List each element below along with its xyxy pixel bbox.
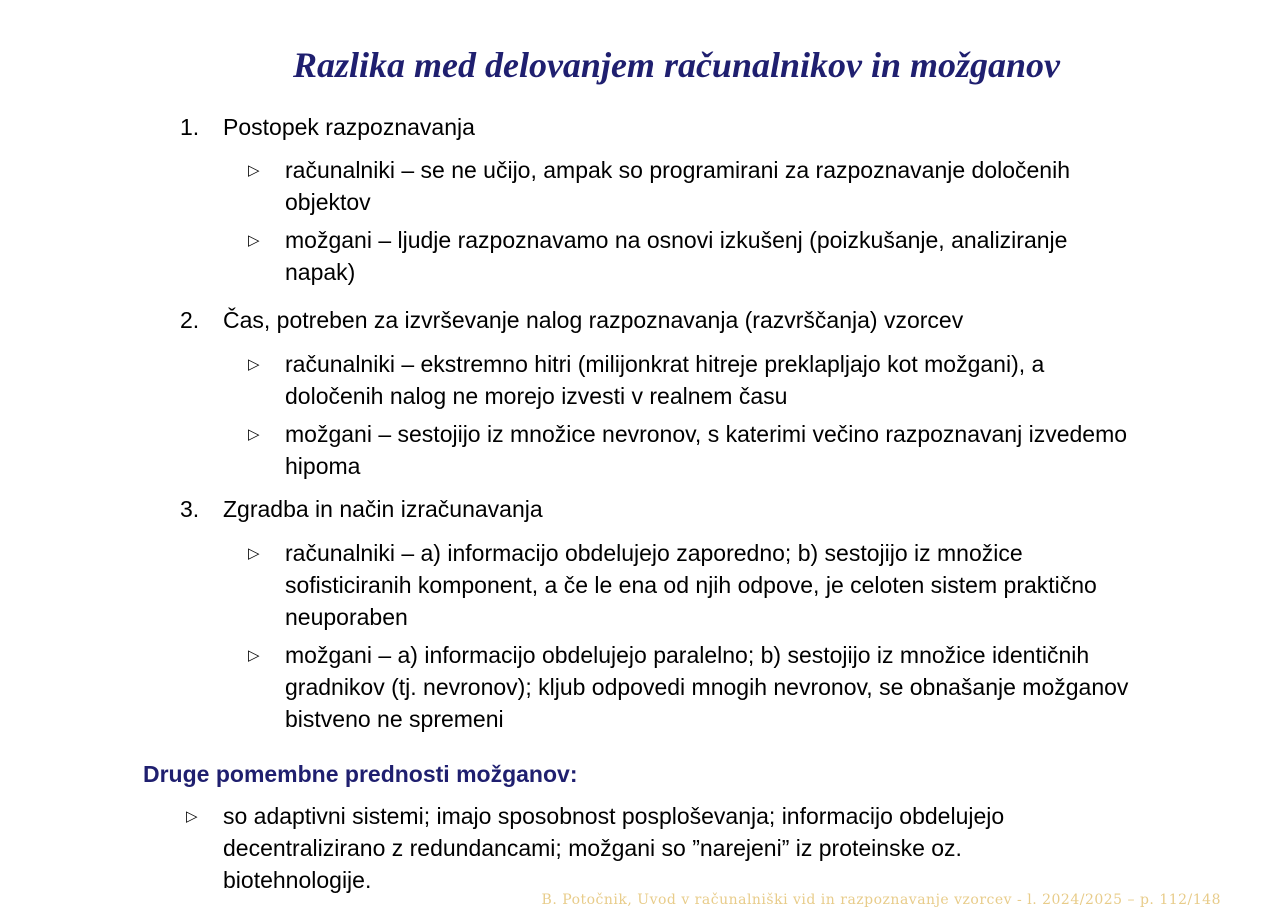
sub-bullet-text: možgani – ljudje razpoznavamo na osnovi izkušenj (poizkušanje, analiziranje napak)	[285, 227, 1068, 285]
section-heading: Druge pomembne prednosti možganov:	[143, 761, 578, 787]
item-heading: Zgradba in način izračunavanja	[223, 496, 543, 522]
item-number: 1.	[180, 114, 200, 140]
item-heading: Postopek razpoznavanja	[223, 114, 475, 140]
sub-bullet-text: računalniki – a) informacijo obdelujejo zaporedno; b) sestojijo iz množice sofisticiranih komponent, a če le ena od njih odpove, je celoten sistem praktično neuporaben	[285, 540, 1097, 630]
sub-bullet-text: računalniki – ekstremno hitri (milijonkrat hitreje preklapljajo kot možgani), a določenih nalog ne morejo izvesti v realnem času	[285, 351, 1045, 409]
slide-footer: B. Potočnik, Uvod v računalniški vid in razpoznavanje vzorcev - l. 2024/2025 – p. 112/148	[541, 892, 1221, 908]
item-number: 2.	[180, 307, 200, 333]
triangle-bullet-icon: ▷	[248, 425, 260, 443]
triangle-bullet-icon: ▷	[248, 355, 260, 373]
sub-bullet-text: možgani – a) informacijo obdelujejo paralelno; b) sestojijo iz množice identičnih gradnikov (tj. nevronov); kljub odpovedi mnogih nevronov, se obnašanje možganov bistveno ne spremeni	[285, 642, 1129, 732]
item-heading: Čas, potreben za izvrševanje nalog razpoznavanja (razvrščanja) vzorcev	[223, 307, 964, 333]
sub-bullet-text: računalniki – se ne učijo, ampak so programirani za razpoznavanje določenih objektov	[285, 157, 1070, 215]
triangle-bullet-icon: ▷	[248, 231, 260, 249]
sub-bullet-text: so adaptivni sistemi; imajo sposobnost posploševanja; informacijo obdelujejo decentralizirano z redundancami; možgani so ”narejeni” iz proteinske oz. biotehnologije.	[223, 803, 1005, 893]
sub-bullet-text: možgani – sestojijo iz množice nevronov, s katerimi večino razpoznavanj izvedemo hipoma	[285, 421, 1128, 479]
triangle-bullet-icon: ▷	[248, 161, 260, 179]
slide-title: Razlika med delovanjem računalnikov in možganov	[292, 45, 1061, 85]
triangle-bullet-icon: ▷	[248, 646, 260, 664]
item-number: 3.	[180, 496, 200, 522]
triangle-bullet-icon: ▷	[248, 544, 260, 562]
triangle-bullet-icon: ▷	[186, 807, 198, 825]
